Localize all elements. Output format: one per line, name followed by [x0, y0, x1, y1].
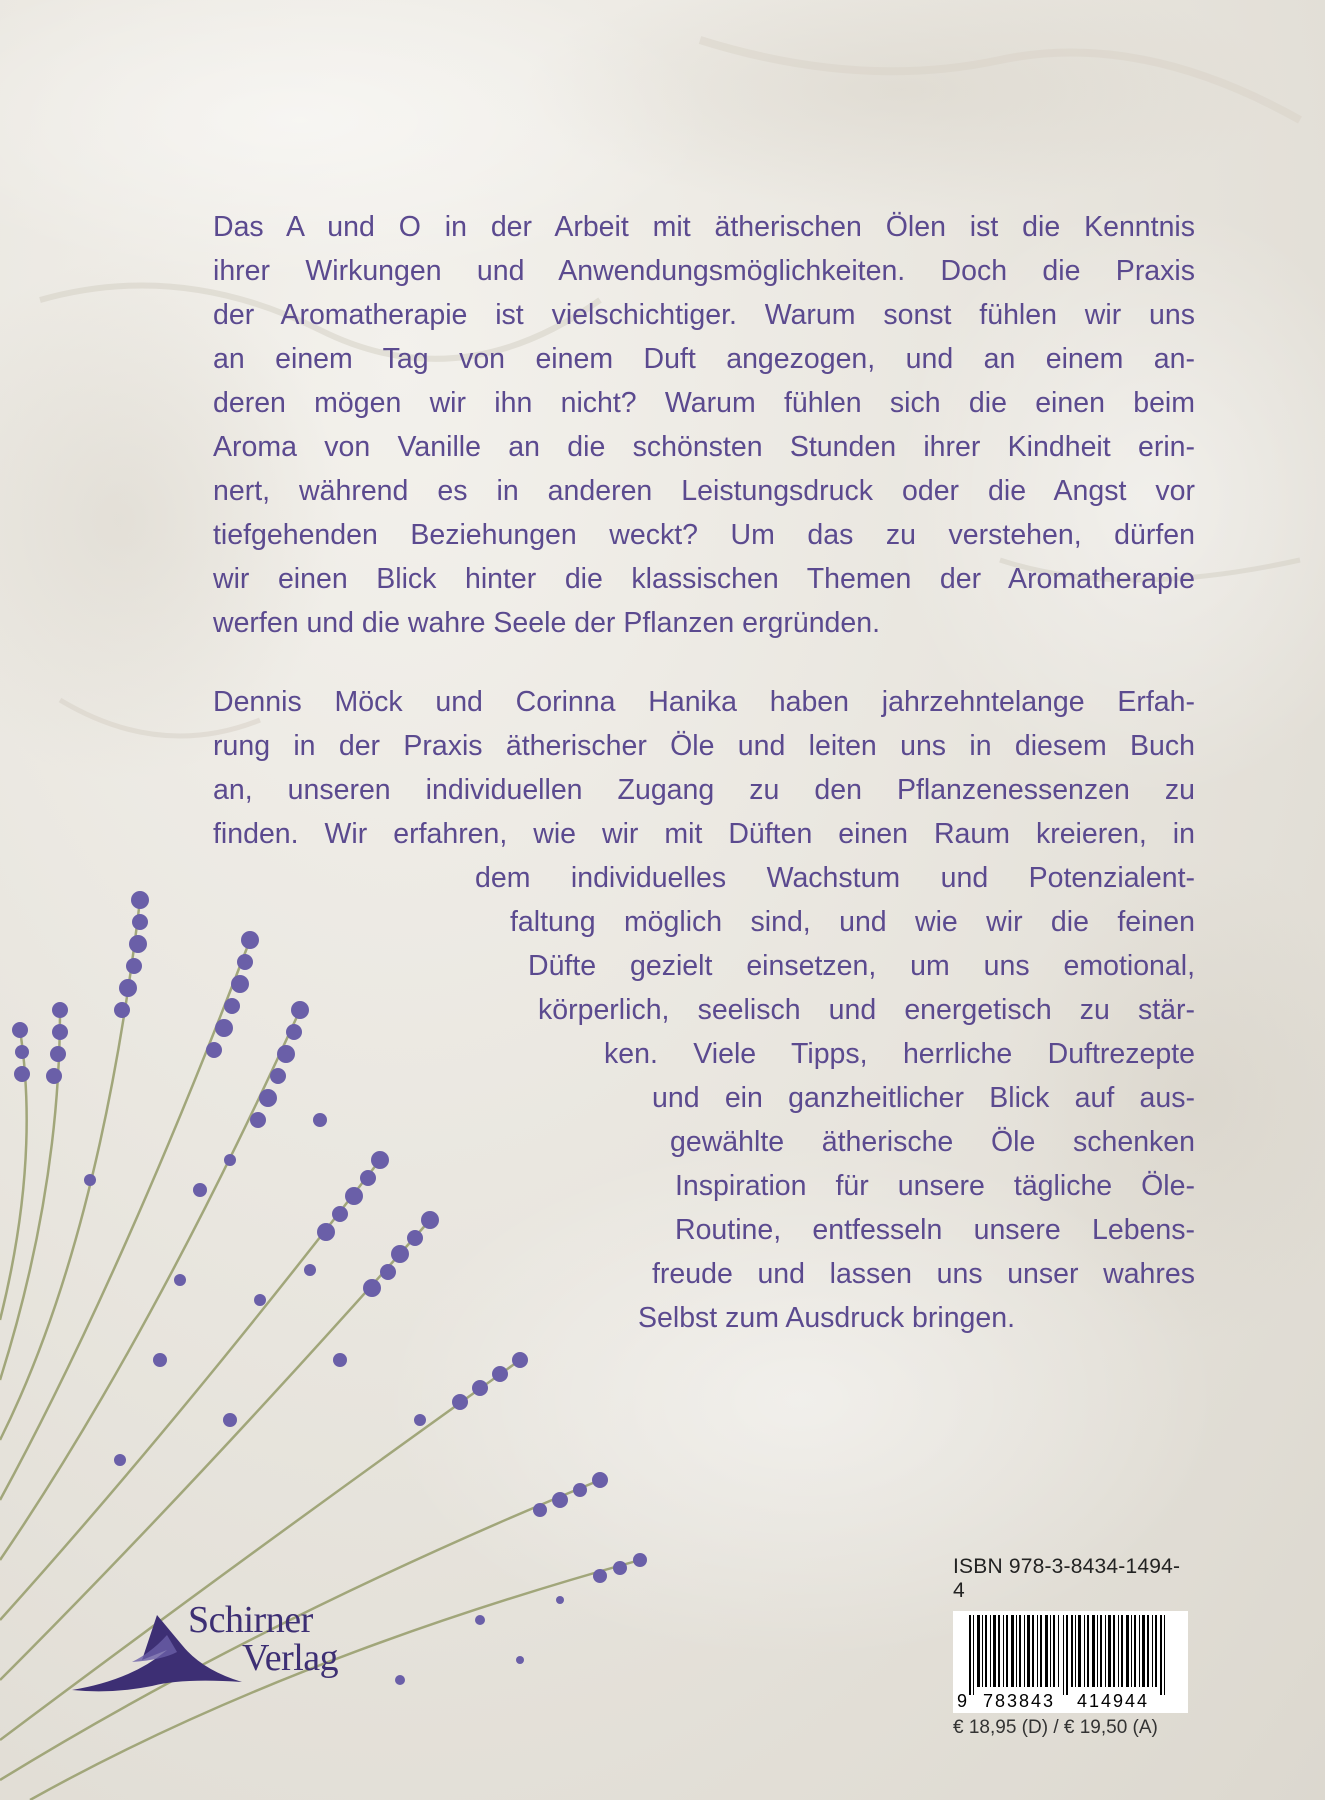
text-line: nert, während es in anderen Leistungsdruck oder die Angst vor: [213, 475, 1195, 507]
text-line: wir einen Blick hinter die klassischen Themen der Aromatherapie: [213, 563, 1195, 595]
text-line: Aroma von Vanille an die schönsten Stunden ihrer Kindheit erin-: [213, 431, 1195, 463]
isbn-number: ISBN 978-3-8434-1494-4: [953, 1555, 1181, 1602]
text-line: tiefgehenden Beziehungen weckt? Um das zu verstehen, dürfen: [213, 519, 1195, 551]
text-line: Routine, entfesseln unsere Lebens-: [675, 1214, 1195, 1246]
text-line: finden. Wir erfahren, wie wir mit Düften einen Raum kreieren, in: [213, 818, 1195, 850]
text-line: ken. Viele Tipps, herrliche Duftrezepte: [604, 1038, 1195, 1070]
text-line: werfen und die wahre Seele der Pflanzen ergründen.: [213, 607, 881, 639]
text-line: dem individuelles Wachstum und Potenzialent-: [475, 862, 1195, 894]
text-line: freude und lassen uns unser wahres: [652, 1258, 1195, 1290]
text-line: Dennis Möck und Corinna Hanika haben jahrzehntelange Erfah-: [213, 686, 1195, 718]
text-line: faltung möglich sind, und wie wir die feinen: [510, 906, 1195, 938]
description-paragraph-1: [213, 205, 1195, 645]
text-line: an, unseren individuellen Zugang zu den Pflanzenessenzen zu: [213, 774, 1195, 806]
price-label: € 18,95 (D) / € 19,50 (A): [953, 1717, 1158, 1738]
text-line: körperlich, seelisch und energetisch zu stär-: [538, 994, 1195, 1026]
barcode-digit-first: 9: [957, 1691, 968, 1711]
barcode-bars: [953, 1611, 1188, 1713]
text-line: Selbst zum Ausdruck bringen.: [638, 1302, 1016, 1334]
publisher-name-line2: Verlag: [242, 1637, 339, 1679]
text-line: Düfte gezielt einsetzen, um uns emotional,: [528, 950, 1195, 982]
barcode-digit-group2: 414944: [1077, 1691, 1150, 1711]
publisher-logo: [72, 1590, 372, 1700]
text-line: und ein ganzheitlicher Blick auf aus-: [652, 1082, 1195, 1114]
text-line: ihrer Wirkungen und Anwendungsmöglichkeiten. Doch die Praxis: [213, 255, 1195, 287]
description-paragraph-2: [213, 680, 1195, 856]
isbn-barcode-block: [953, 1555, 1188, 1739]
text-line: an einem Tag von einem Duft angezogen, und an einem an-: [213, 343, 1195, 375]
text-line: deren mögen wir ihn nicht? Warum fühlen sich die einen beim: [213, 387, 1195, 419]
barcode: [953, 1611, 1188, 1713]
text-line: gewählte ätherische Öle schenken: [670, 1126, 1195, 1158]
text-line: Inspiration für unsere tägliche Öle-: [675, 1170, 1195, 1202]
barcode-digit-group1: 783843: [983, 1691, 1056, 1711]
text-line: rung in der Praxis ätherischer Öle und leiten uns in diesem Buch: [213, 730, 1195, 762]
text-line: Das A und O in der Arbeit mit ätherischen Ölen ist die Kenntnis: [213, 211, 1195, 243]
text-line: der Aromatherapie ist vielschichtiger. Warum sonst fühlen wir uns: [213, 299, 1195, 331]
publisher-name-line1: Schirner: [188, 1599, 313, 1641]
